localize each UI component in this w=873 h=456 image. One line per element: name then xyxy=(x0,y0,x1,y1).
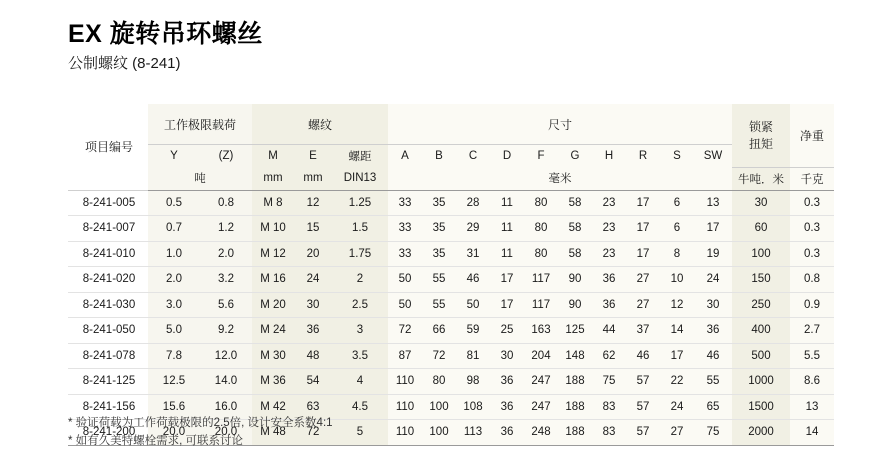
table-row xyxy=(68,216,834,242)
cell-item: 8-241-078 xyxy=(82,349,136,362)
cell-sw: 75 xyxy=(694,420,732,446)
cell-r: 57 xyxy=(626,394,660,420)
cell-item: 8-241-007 xyxy=(82,222,136,235)
cell-pitch: 2.5 xyxy=(332,292,388,318)
cell-e: 72 xyxy=(294,420,332,446)
cell-s: 14 xyxy=(660,318,694,344)
cell-g: 148 xyxy=(558,343,592,369)
table-body xyxy=(68,190,834,445)
header-g: G xyxy=(558,145,592,168)
cell-z: 20.0 xyxy=(200,420,252,446)
cell-g: 188 xyxy=(558,369,592,395)
cell-item: 8-241-156 xyxy=(82,400,136,413)
cell-s: 22 xyxy=(660,369,694,395)
cell-b: 100 xyxy=(422,394,456,420)
cell-b: 55 xyxy=(422,267,456,293)
cell-pitch: 3.5 xyxy=(332,343,388,369)
cell-y: 0.5 xyxy=(148,190,200,216)
cell-torque: 30 xyxy=(732,190,790,216)
cell-z: 16.0 xyxy=(200,394,252,420)
cell-e: 63 xyxy=(294,394,332,420)
cell-s: 12 xyxy=(660,292,694,318)
cell-pitch: 3 xyxy=(332,318,388,344)
cell-b: 66 xyxy=(422,318,456,344)
cell-c: 98 xyxy=(456,369,490,395)
table-header xyxy=(68,104,834,190)
cell-torque: 500 xyxy=(732,343,790,369)
cell-torque: 250 xyxy=(732,292,790,318)
header-dimensions: 尺寸 xyxy=(388,104,732,145)
cell-a: 110 xyxy=(388,394,422,420)
cell-r: 17 xyxy=(626,216,660,242)
cell-e: 12 xyxy=(294,190,332,216)
cell-d: 25 xyxy=(490,318,524,344)
cell-item: 8-241-050 xyxy=(82,324,136,337)
cell-c: 29 xyxy=(456,216,490,242)
cell-y: 3.0 xyxy=(148,292,200,318)
header-s: S xyxy=(660,145,694,168)
cell-pitch: 4.5 xyxy=(332,394,388,420)
cell-c: 81 xyxy=(456,343,490,369)
cell-d: 17 xyxy=(490,267,524,293)
cell-a: 72 xyxy=(388,318,422,344)
cell-item: 8-241-005 xyxy=(82,196,136,209)
cell-weight: 0.3 xyxy=(790,241,834,267)
footnotes xyxy=(68,414,333,450)
cell-f: 117 xyxy=(524,292,558,318)
table-row xyxy=(68,190,834,216)
cell-z: 0.8 xyxy=(200,190,252,216)
header-b: B xyxy=(422,145,456,168)
cell-a: 50 xyxy=(388,267,422,293)
cell-c: 31 xyxy=(456,241,490,267)
cell-r: 46 xyxy=(626,343,660,369)
cell-y: 20.0 xyxy=(148,420,200,446)
cell-z: 2.0 xyxy=(200,241,252,267)
cell-sw: 13 xyxy=(694,190,732,216)
footnote-1: * 验证荷载为工作荷载极限的2.5倍, 设计安全系数4:1 xyxy=(68,417,333,429)
page-subtitle: 公制螺纹 (8-241) xyxy=(68,55,181,72)
cell-weight: 0.3 xyxy=(790,216,834,242)
cell-b: 35 xyxy=(422,216,456,242)
cell-f: 248 xyxy=(524,420,558,446)
unit-pitch: DIN13 xyxy=(332,167,388,190)
cell-pitch: 2 xyxy=(332,267,388,293)
cell-f: 247 xyxy=(524,394,558,420)
cell-r: 57 xyxy=(626,369,660,395)
header-torque-line1: 锁紧 xyxy=(748,120,773,135)
cell-s: 24 xyxy=(660,394,694,420)
cell-h: 23 xyxy=(592,190,626,216)
cell-f: 80 xyxy=(524,241,558,267)
cell-s: 6 xyxy=(660,216,694,242)
cell-torque: 100 xyxy=(732,241,790,267)
cell-f: 247 xyxy=(524,369,558,395)
header-tightening-torque xyxy=(732,104,790,167)
cell-b: 100 xyxy=(422,420,456,446)
cell-m: M 30 xyxy=(252,343,294,369)
cell-y: 15.6 xyxy=(148,394,200,420)
cell-y: 0.7 xyxy=(148,216,200,242)
cell-torque: 2000 xyxy=(732,420,790,446)
table-header-group-row xyxy=(68,104,834,145)
header-net-weight: 净重 xyxy=(790,104,834,167)
cell-z: 12.0 xyxy=(200,343,252,369)
cell-e: 20 xyxy=(294,241,332,267)
cell-c: 108 xyxy=(456,394,490,420)
cell-pitch: 5 xyxy=(332,420,388,446)
cell-c: 28 xyxy=(456,190,490,216)
header-torque-line2: 扭矩 xyxy=(748,137,773,152)
cell-z: 3.2 xyxy=(200,267,252,293)
cell-g: 58 xyxy=(558,190,592,216)
cell-weight: 8.6 xyxy=(790,369,834,395)
table-row xyxy=(68,343,834,369)
cell-g: 188 xyxy=(558,394,592,420)
header-h: H xyxy=(592,145,626,168)
cell-pitch: 4 xyxy=(332,369,388,395)
cell-m: M 48 xyxy=(252,420,294,446)
table-unit-row xyxy=(68,167,834,190)
cell-a: 33 xyxy=(388,241,422,267)
table-subheader-row xyxy=(68,145,834,168)
cell-sw: 30 xyxy=(694,292,732,318)
cell-g: 90 xyxy=(558,267,592,293)
cell-r: 17 xyxy=(626,241,660,267)
page-title: EX 旋转吊环螺丝 xyxy=(68,20,263,48)
cell-c: 113 xyxy=(456,420,490,446)
cell-h: 23 xyxy=(592,216,626,242)
header-working-load-limit: 工作极限载荷 xyxy=(148,104,252,145)
cell-item: 8-241-125 xyxy=(82,375,136,388)
cell-h: 36 xyxy=(592,267,626,293)
header-f: F xyxy=(524,145,558,168)
cell-pitch: 1.5 xyxy=(332,216,388,242)
cell-d: 11 xyxy=(490,190,524,216)
cell-sw: 36 xyxy=(694,318,732,344)
cell-r: 37 xyxy=(626,318,660,344)
cell-weight: 13 xyxy=(790,394,834,420)
cell-s: 10 xyxy=(660,267,694,293)
cell-sw: 19 xyxy=(694,241,732,267)
cell-h: 62 xyxy=(592,343,626,369)
cell-z: 5.6 xyxy=(200,292,252,318)
header-a: A xyxy=(388,145,422,168)
cell-a: 87 xyxy=(388,343,422,369)
cell-h: 23 xyxy=(592,241,626,267)
cell-torque: 60 xyxy=(732,216,790,242)
cell-sw: 55 xyxy=(694,369,732,395)
header-r: R xyxy=(626,145,660,168)
cell-d: 36 xyxy=(490,369,524,395)
cell-a: 33 xyxy=(388,216,422,242)
cell-m: M 10 xyxy=(252,216,294,242)
cell-pitch: 1.25 xyxy=(332,190,388,216)
cell-h: 83 xyxy=(592,394,626,420)
unit-load: 吨 xyxy=(148,167,252,190)
table-row xyxy=(68,292,834,318)
cell-e: 54 xyxy=(294,369,332,395)
cell-f: 204 xyxy=(524,343,558,369)
cell-r: 27 xyxy=(626,267,660,293)
cell-d: 36 xyxy=(490,394,524,420)
cell-g: 125 xyxy=(558,318,592,344)
cell-g: 58 xyxy=(558,241,592,267)
header-pitch: 螺距 xyxy=(332,145,388,168)
table-row xyxy=(68,318,834,344)
unit-e: mm xyxy=(294,167,332,190)
cell-y: 2.0 xyxy=(148,267,200,293)
cell-h: 83 xyxy=(592,420,626,446)
cell-y: 5.0 xyxy=(148,318,200,344)
cell-s: 8 xyxy=(660,241,694,267)
cell-torque: 400 xyxy=(732,318,790,344)
cell-m: M 16 xyxy=(252,267,294,293)
cell-d: 17 xyxy=(490,292,524,318)
cell-item: 8-241-030 xyxy=(82,298,136,311)
cell-b: 35 xyxy=(422,241,456,267)
cell-m: M 8 xyxy=(252,190,294,216)
cell-h: 44 xyxy=(592,318,626,344)
cell-d: 36 xyxy=(490,420,524,446)
cell-y: 7.8 xyxy=(148,343,200,369)
cell-sw: 46 xyxy=(694,343,732,369)
cell-torque: 1500 xyxy=(732,394,790,420)
cell-z: 1.2 xyxy=(200,216,252,242)
cell-c: 46 xyxy=(456,267,490,293)
header-thread: 螺纹 xyxy=(252,104,388,145)
table-row xyxy=(68,241,834,267)
cell-a: 50 xyxy=(388,292,422,318)
cell-d: 30 xyxy=(490,343,524,369)
cell-pitch: 1.75 xyxy=(332,241,388,267)
table-row xyxy=(68,267,834,293)
cell-e: 15 xyxy=(294,216,332,242)
cell-y: 1.0 xyxy=(148,241,200,267)
cell-m: M 36 xyxy=(252,369,294,395)
cell-item: 8-241-020 xyxy=(82,273,136,286)
cell-f: 80 xyxy=(524,190,558,216)
unit-torque: 牛吨．米 xyxy=(732,167,790,190)
header-m: M xyxy=(252,145,294,168)
cell-b: 55 xyxy=(422,292,456,318)
footnote-2: * 如有久美特螺栓需求, 可联系讨论 xyxy=(68,435,244,447)
cell-y: 12.5 xyxy=(148,369,200,395)
cell-weight: 14 xyxy=(790,420,834,446)
cell-a: 33 xyxy=(388,190,422,216)
cell-sw: 17 xyxy=(694,216,732,242)
cell-s: 6 xyxy=(660,190,694,216)
cell-h: 36 xyxy=(592,292,626,318)
cell-m: M 42 xyxy=(252,394,294,420)
cell-z: 14.0 xyxy=(200,369,252,395)
cell-a: 110 xyxy=(388,420,422,446)
cell-weight: 0.3 xyxy=(790,190,834,216)
cell-f: 80 xyxy=(524,216,558,242)
unit-weight: 千克 xyxy=(790,167,834,190)
cell-m: M 20 xyxy=(252,292,294,318)
specification-table xyxy=(68,104,834,446)
cell-b: 72 xyxy=(422,343,456,369)
cell-d: 11 xyxy=(490,216,524,242)
cell-b: 80 xyxy=(422,369,456,395)
cell-r: 27 xyxy=(626,292,660,318)
cell-f: 117 xyxy=(524,267,558,293)
cell-weight: 5.5 xyxy=(790,343,834,369)
cell-e: 36 xyxy=(294,318,332,344)
cell-g: 58 xyxy=(558,216,592,242)
cell-weight: 0.9 xyxy=(790,292,834,318)
header-item-number: 项目编号 xyxy=(68,104,148,190)
unit-m: mm xyxy=(252,167,294,190)
cell-m: M 12 xyxy=(252,241,294,267)
cell-sw: 65 xyxy=(694,394,732,420)
cell-e: 24 xyxy=(294,267,332,293)
cell-weight: 2.7 xyxy=(790,318,834,344)
cell-c: 59 xyxy=(456,318,490,344)
unit-dimensions: 毫米 xyxy=(388,167,732,190)
table-row xyxy=(68,369,834,395)
cell-item: 8-241-200 xyxy=(82,426,136,439)
cell-g: 188 xyxy=(558,420,592,446)
cell-d: 11 xyxy=(490,241,524,267)
cell-z: 9.2 xyxy=(200,318,252,344)
cell-b: 35 xyxy=(422,190,456,216)
cell-sw: 24 xyxy=(694,267,732,293)
cell-r: 17 xyxy=(626,190,660,216)
header-c: C xyxy=(456,145,490,168)
cell-f: 163 xyxy=(524,318,558,344)
cell-e: 48 xyxy=(294,343,332,369)
header-z: (Z) xyxy=(200,145,252,168)
header-y: Y xyxy=(148,145,200,168)
header-sw: SW xyxy=(694,145,732,168)
cell-torque: 150 xyxy=(732,267,790,293)
cell-g: 90 xyxy=(558,292,592,318)
cell-weight: 0.8 xyxy=(790,267,834,293)
cell-e: 30 xyxy=(294,292,332,318)
cell-torque: 1000 xyxy=(732,369,790,395)
cell-s: 17 xyxy=(660,343,694,369)
cell-r: 57 xyxy=(626,420,660,446)
header-d: D xyxy=(490,145,524,168)
cell-item: 8-241-010 xyxy=(82,247,136,260)
cell-m: M 24 xyxy=(252,318,294,344)
cell-h: 75 xyxy=(592,369,626,395)
cell-c: 50 xyxy=(456,292,490,318)
header-e: E xyxy=(294,145,332,168)
cell-a: 110 xyxy=(388,369,422,395)
cell-s: 27 xyxy=(660,420,694,446)
